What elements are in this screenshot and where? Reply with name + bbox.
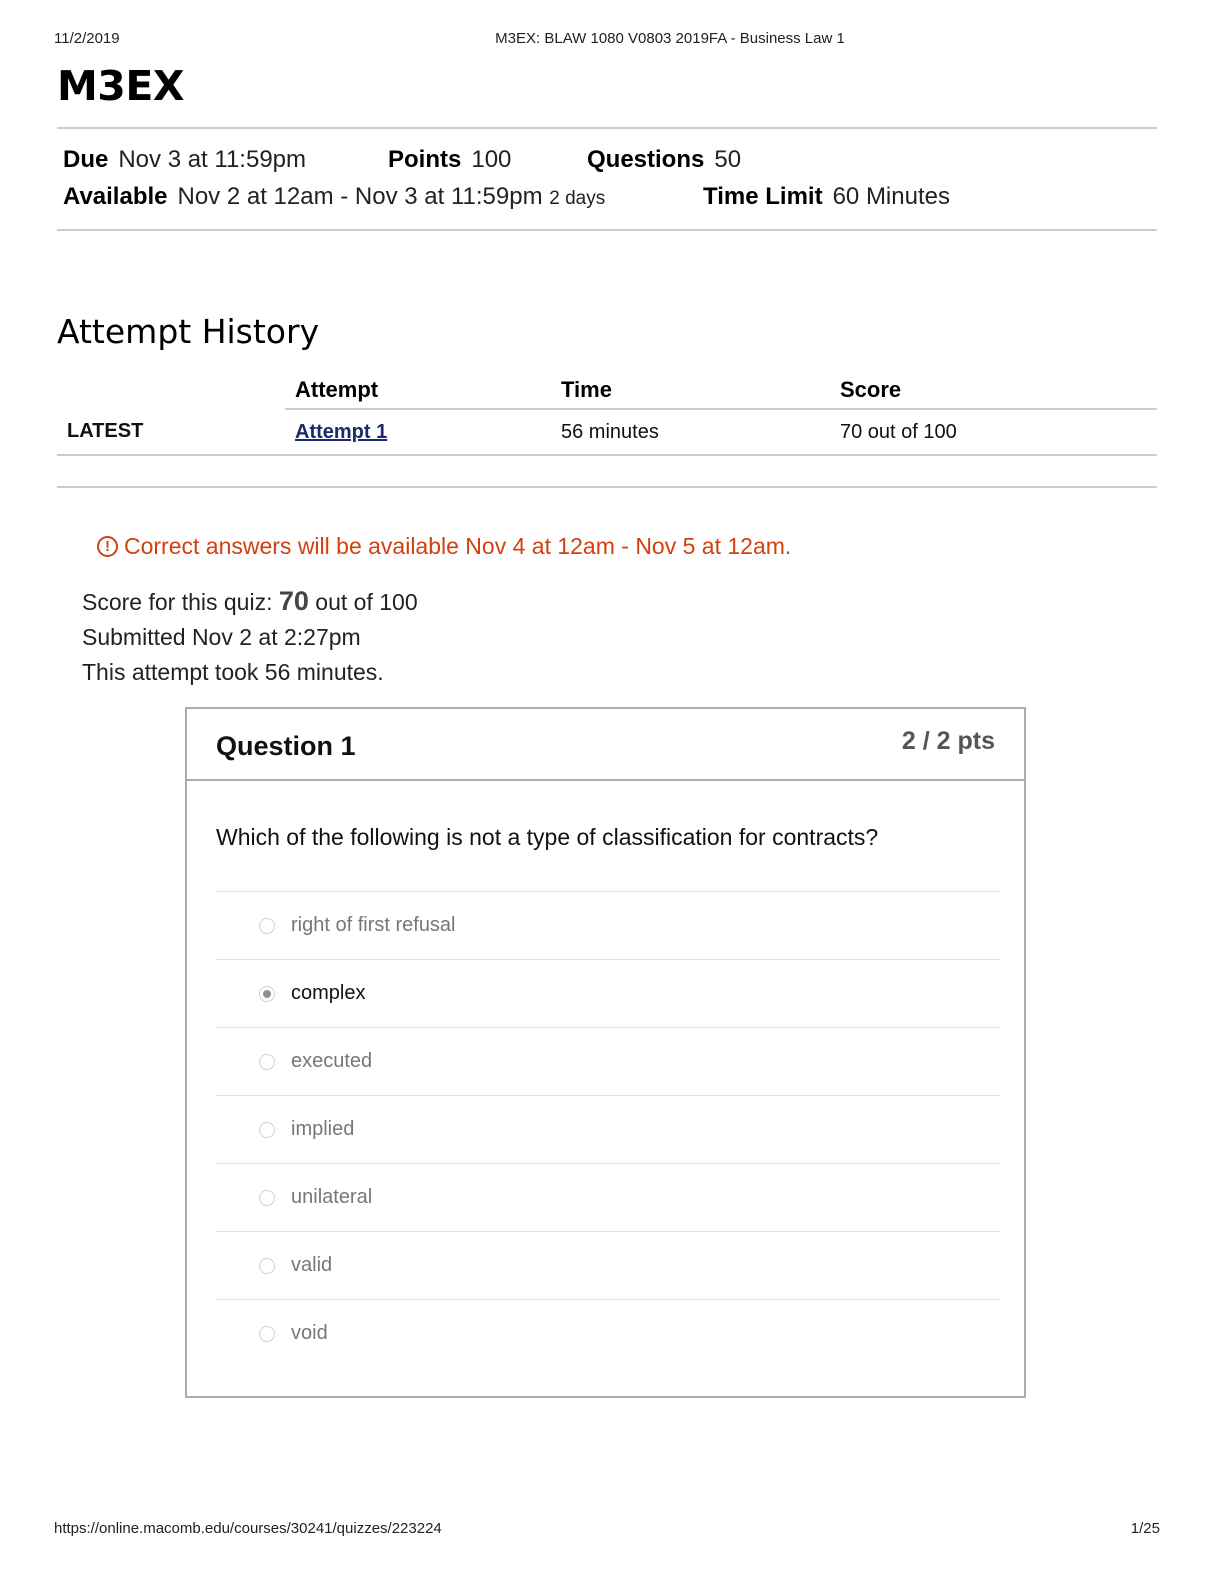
available-info <box>63 183 605 211</box>
question-card <box>185 707 1026 1398</box>
radio-button <box>259 918 275 934</box>
notice-text: Correct answers will be available Nov 4 at 12am - Nov 5 at 12am. <box>124 533 792 559</box>
question-title: Question 1 <box>216 731 356 761</box>
page-title: M3EX <box>57 62 184 110</box>
questions-info <box>587 146 741 174</box>
submitted-time: Submitted Nov 2 at 2:27pm <box>82 624 361 650</box>
due-info <box>63 146 306 174</box>
answer-option <box>215 1027 1001 1095</box>
time-limit-value: 60 Minutes <box>832 183 950 210</box>
column-header-attempt: Attempt <box>285 372 551 409</box>
question-header <box>187 709 1024 781</box>
answer-label: unilateral <box>291 1186 373 1208</box>
answer-label: executed <box>291 1050 373 1072</box>
answer-label: valid <box>291 1254 333 1276</box>
quiz-score <box>82 586 418 617</box>
radio-button <box>259 1258 275 1274</box>
answer-label: void <box>291 1322 328 1344</box>
attempt-history-table <box>57 372 1157 456</box>
time-cell: 56 minutes <box>551 409 830 455</box>
answer-label: right of first refusal <box>291 914 456 936</box>
available-label: Available <box>63 183 168 210</box>
latest-tag: LATEST <box>57 409 285 455</box>
answer-option <box>215 1231 1001 1299</box>
due-label: Due <box>63 146 109 173</box>
warning-icon: ! <box>97 536 118 557</box>
attempt-cell <box>285 409 551 455</box>
table-header-row <box>57 372 1157 409</box>
divider <box>57 127 1157 129</box>
answer-list <box>215 891 1001 1367</box>
column-header-time: Time <box>551 372 830 409</box>
correct-answers-notice <box>97 533 791 560</box>
question-points: 2 / 2 pts <box>901 727 995 755</box>
print-date: 11/2/2019 <box>54 30 120 47</box>
divider <box>57 229 1157 231</box>
radio-button <box>259 1122 275 1138</box>
radio-button <box>259 1326 275 1342</box>
available-value: Nov 2 at 12am - Nov 3 at 11:59pm <box>177 183 543 210</box>
score-suffix: out of 100 <box>308 589 418 615</box>
score-prefix: Score for this quiz: <box>82 589 279 615</box>
radio-button <box>259 1054 275 1070</box>
answer-option <box>215 1163 1001 1231</box>
time-limit-label: Time Limit <box>703 183 823 210</box>
points-info <box>388 146 511 174</box>
available-duration: 2 days <box>549 188 606 209</box>
print-page-title: M3EX: BLAW 1080 V0803 2019FA - Business Law 1 <box>495 30 845 47</box>
points-label: Points <box>388 146 462 173</box>
table-row <box>57 409 1157 455</box>
answer-label: implied <box>291 1118 355 1140</box>
attempt-duration: This attempt took 56 minutes. <box>82 659 384 685</box>
attempt-history-title: Attempt History <box>57 312 320 351</box>
question-text: Which of the following is not a type of classification for contracts? <box>216 824 879 850</box>
answer-option <box>215 891 1001 959</box>
column-header-score: Score <box>830 372 1157 409</box>
print-url: https://online.macomb.edu/courses/30241/quizzes/223224 <box>54 1520 442 1537</box>
score-cell: 70 out of 100 <box>830 409 1157 455</box>
answer-option <box>215 1299 1001 1367</box>
due-value: Nov 3 at 11:59pm <box>118 146 307 173</box>
time-limit-info <box>703 183 950 211</box>
answer-option <box>215 959 1001 1027</box>
score-value: 70 <box>278 586 309 616</box>
answer-option <box>215 1095 1001 1163</box>
questions-label: Questions <box>587 146 705 173</box>
radio-button-selected <box>259 986 275 1002</box>
divider <box>57 486 1157 488</box>
answer-label: complex <box>291 982 366 1004</box>
questions-value: 50 <box>714 146 742 173</box>
radio-button <box>259 1190 275 1206</box>
print-page-number: 1/25 <box>1130 1520 1160 1537</box>
points-value: 100 <box>471 146 512 173</box>
column-header-blank <box>57 372 285 409</box>
attempt-link[interactable]: Attempt 1 <box>295 420 388 443</box>
